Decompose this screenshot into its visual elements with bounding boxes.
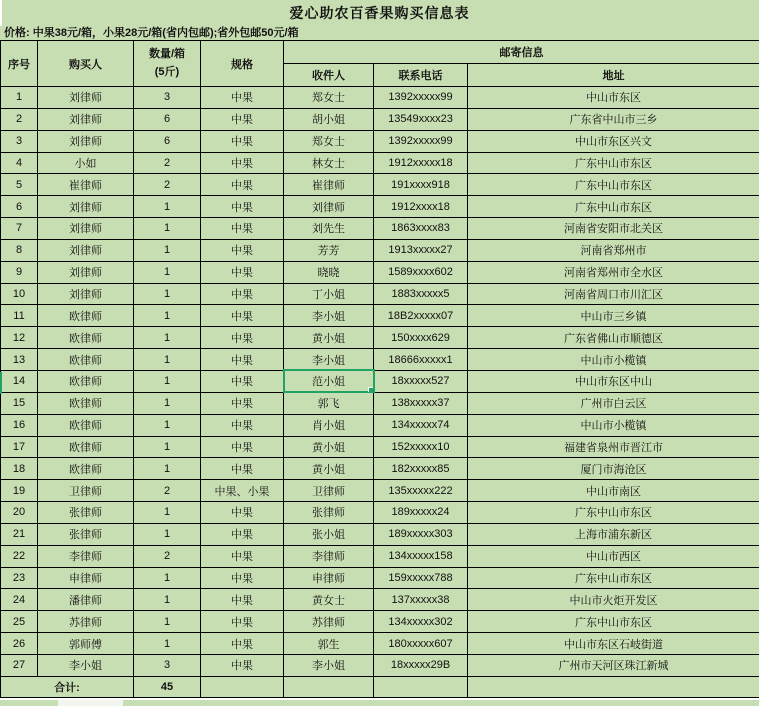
cell-buyer[interactable]: 欧律师 [38,392,134,414]
table-row [1,87,759,109]
cell-recipient[interactable]: 林女士 [284,152,374,174]
cell-buyer[interactable]: 刘律师 [38,283,134,305]
cell-phone[interactable]: 1392xxxxx99 [374,87,468,109]
cell-spec[interactable]: 中果 [201,567,284,589]
cell-quantity[interactable]: 6 [134,130,201,152]
cell-quantity[interactable]: 1 [134,196,201,218]
cell-phone[interactable]: 1863xxxx83 [374,218,468,240]
cell-index[interactable]: 13 [1,349,38,371]
cell-buyer[interactable]: 李律师 [38,545,134,567]
cell-phone[interactable]: 134xxxxx158 [374,545,468,567]
header-quantity[interactable] [134,41,201,87]
cell-recipient[interactable]: 郭生 [284,633,374,655]
cell-spec[interactable]: 中果 [201,239,284,261]
partial-next-row [0,700,759,706]
cell-address[interactable]: 河南省郑州市全水区 [468,261,759,283]
header-phone[interactable]: 联系电话 [374,64,468,87]
cell-buyer[interactable]: 张律师 [38,523,134,545]
cell-quantity[interactable]: 1 [134,283,201,305]
cell-recipient[interactable]: 刘律师 [284,196,374,218]
table-row [1,218,759,240]
cell-buyer[interactable]: 崔律师 [38,174,134,196]
table-row [1,305,759,327]
cell-quantity[interactable]: 1 [134,589,201,611]
cell-recipient[interactable]: 黄小姐 [284,436,374,458]
cell-buyer[interactable]: 欧律师 [38,327,134,349]
cell-address[interactable]: 广州市白云区 [468,392,759,414]
cell-quantity[interactable]: 3 [134,87,201,109]
total-empty-spec[interactable] [201,676,284,697]
cell-index[interactable]: 5 [1,174,38,196]
cell-spec[interactable]: 中果 [201,196,284,218]
cell-recipient[interactable]: 崔律师 [284,174,374,196]
cell-index[interactable]: 10 [1,283,38,305]
cell-recipient[interactable]: 肖小姐 [284,414,374,436]
header-index[interactable]: 序号 [1,41,38,87]
cell-spec[interactable]: 中果 [201,130,284,152]
cell-address[interactable]: 中山市小榄镇 [468,414,759,436]
cell-recipient[interactable]: 黄小姐 [284,327,374,349]
cell-buyer[interactable]: 小如 [38,152,134,174]
cell-index[interactable]: 20 [1,502,38,524]
table-row [1,130,759,152]
cell-quantity[interactable]: 1 [134,327,201,349]
table-row [1,502,759,524]
table-row [1,392,759,414]
cell-address[interactable]: 中山市东区石岐街道 [468,633,759,655]
table-row [1,611,759,633]
table-row [1,654,759,676]
cell-quantity[interactable]: 3 [134,654,201,676]
cell-quantity[interactable]: 1 [134,370,201,392]
cell-recipient[interactable]: 郭飞 [284,392,374,414]
cell-phone[interactable]: 150xxxx629 [374,327,468,349]
top-left-white-notch [0,0,2,26]
table-row [1,261,759,283]
cell-spec[interactable]: 中果 [201,305,284,327]
cell-recipient[interactable]: 郑女士 [284,130,374,152]
cell-phone[interactable]: 18B2xxxxx07 [374,305,468,327]
cell-address[interactable]: 广州市天河区珠江新城 [468,654,759,676]
cell-buyer[interactable]: 欧律师 [38,370,134,392]
cell-quantity[interactable]: 1 [134,261,201,283]
cell-spec[interactable]: 中果 [201,370,284,392]
cell-buyer[interactable]: 张律师 [38,502,134,524]
price-note[interactable]: 价格: 中果38元/箱，小果28元/箱(省内包邮);省外包邮50元/箱 [0,26,759,40]
cell-buyer[interactable]: 苏律师 [38,611,134,633]
cell-spec[interactable]: 中果 [201,458,284,480]
active-row-left-indicator [0,372,2,394]
sheet-title[interactable]: 爱心助农百香果购买信息表 [0,0,759,26]
cell-phone[interactable]: 138xxxxx37 [374,392,468,414]
cell-spec[interactable]: 中果 [201,108,284,130]
cell-recipient[interactable]: 胡小姐 [284,108,374,130]
cell-recipient[interactable]: 李小姐 [284,349,374,371]
cell-index[interactable]: 26 [1,633,38,655]
cell-quantity[interactable]: 1 [134,611,201,633]
table-row [1,239,759,261]
total-quantity[interactable]: 45 [134,676,201,697]
cell-spec[interactable]: 中果 [201,218,284,240]
table-row [1,436,759,458]
cell-address[interactable]: 中山市火炬开发区 [468,589,759,611]
cell-quantity[interactable]: 2 [134,545,201,567]
header-buyer[interactable]: 购买人 [38,41,134,87]
cell-spec[interactable]: 中果 [201,589,284,611]
cell-index[interactable]: 8 [1,239,38,261]
table-row [1,283,759,305]
cell-quantity[interactable]: 1 [134,633,201,655]
cell-recipient[interactable]: 晓晓 [284,261,374,283]
cell-index[interactable]: 15 [1,392,38,414]
cell-phone[interactable]: 137xxxxx38 [374,589,468,611]
total-empty-phone[interactable] [374,676,468,697]
cell-buyer[interactable]: 刘律师 [38,261,134,283]
cell-spec[interactable]: 中果 [201,283,284,305]
cell-buyer[interactable]: 申律师 [38,567,134,589]
cell-buyer[interactable]: 刘律师 [38,87,134,109]
cell-quantity[interactable]: 6 [134,108,201,130]
cell-buyer[interactable]: 刘律师 [38,196,134,218]
cell-index[interactable]: 9 [1,261,38,283]
cell-address[interactable]: 中山市东区中山 [468,370,759,392]
cell-spec[interactable]: 中果 [201,611,284,633]
cell-spec[interactable]: 中果 [201,414,284,436]
cell-spec[interactable]: 中果 [201,327,284,349]
table-body [1,87,759,677]
cell-spec[interactable]: 中果 [201,392,284,414]
cell-index[interactable]: 25 [1,611,38,633]
cell-recipient[interactable]: 卫律师 [284,480,374,502]
cell-recipient[interactable]: 郑女士 [284,87,374,109]
cell-address[interactable]: 福建省泉州市晋江市 [468,436,759,458]
cell-phone[interactable]: 135xxxxx222 [374,480,468,502]
cell-address[interactable]: 广东中山市东区 [468,567,759,589]
cell-index[interactable]: 16 [1,414,38,436]
cell-spec[interactable]: 中果 [201,523,284,545]
cell-phone[interactable]: 18xxxxx527 [374,370,468,392]
table-row [1,523,759,545]
cell-index[interactable]: 23 [1,567,38,589]
cell-phone[interactable]: 1913xxxxx27 [374,239,468,261]
cell-address[interactable]: 广东中山市东区 [468,502,759,524]
cell-spec[interactable]: 中果 [201,261,284,283]
cell-phone[interactable]: 191xxxx918 [374,174,468,196]
header-quantity-line1: 数量/箱 [148,47,186,60]
cell-recipient[interactable]: 李小姐 [284,305,374,327]
cell-quantity[interactable]: 1 [134,567,201,589]
cell-address[interactable]: 中山市南区 [468,480,759,502]
table-row [1,545,759,567]
cell-buyer[interactable]: 刘律师 [38,239,134,261]
cell-address[interactable]: 上海市浦东新区 [468,523,759,545]
cell-index[interactable]: 2 [1,108,38,130]
total-empty-recipient[interactable] [284,676,374,697]
cell-phone[interactable]: 189xxxxx24 [374,502,468,524]
cell-quantity[interactable]: 2 [134,174,201,196]
total-row [1,676,759,697]
cell-spec[interactable]: 中果 [201,174,284,196]
cell-spec[interactable]: 中果 [201,436,284,458]
cell-index[interactable]: 24 [1,589,38,611]
cell-quantity[interactable]: 1 [134,305,201,327]
cell-index[interactable]: 14 [1,370,38,392]
cell-recipient[interactable]: 李律师 [284,545,374,567]
header-recipient[interactable]: 收件人 [284,64,374,87]
cell-address[interactable]: 河南省周口市川汇区 [468,283,759,305]
cell-spec[interactable]: 中果 [201,152,284,174]
table-row [1,108,759,130]
cell-buyer[interactable]: 卫律师 [38,480,134,502]
cell-quantity[interactable]: 1 [134,458,201,480]
cell-quantity[interactable]: 1 [134,392,201,414]
cell-buyer[interactable]: 刘律师 [38,108,134,130]
cell-address[interactable]: 广东中山市东区 [468,152,759,174]
table-row [1,567,759,589]
table-row [1,196,759,218]
cell-phone[interactable]: 18xxxxx29B [374,654,468,676]
partial-next-row-white-cell [58,700,123,706]
cell-phone[interactable]: 13549xxxx23 [374,108,468,130]
cell-spec[interactable]: 中果 [201,545,284,567]
cell-address[interactable]: 中山市三乡镇 [468,305,759,327]
cell-address[interactable]: 广东省佛山市顺德区 [468,327,759,349]
table-row [1,458,759,480]
cell-recipient[interactable]: 黄小姐 [284,458,374,480]
cell-buyer[interactable]: 欧律师 [38,414,134,436]
cell-index[interactable]: 1 [1,87,38,109]
cell-spec[interactable]: 中果 [201,502,284,524]
table-row [1,589,759,611]
table-row [1,152,759,174]
cell-address[interactable]: 中山市东区兴文 [468,130,759,152]
cell-address[interactable]: 广东中山市东区 [468,196,759,218]
cell-spec[interactable]: 中果、小果 [201,480,284,502]
table-row [1,480,759,502]
total-label[interactable]: 合计: [1,676,134,697]
cell-phone[interactable]: 134xxxxx302 [374,611,468,633]
cell-index[interactable]: 17 [1,436,38,458]
cell-recipient[interactable]: 刘先生 [284,218,374,240]
cell-phone[interactable]: 1589xxxx602 [374,261,468,283]
table-row [1,370,759,392]
cell-address[interactable]: 河南省郑州市 [468,239,759,261]
table-row [1,414,759,436]
cell-address[interactable]: 中山市西区 [468,545,759,567]
cell-quantity[interactable]: 1 [134,349,201,371]
table-row [1,174,759,196]
cell-address[interactable]: 广东中山市东区 [468,611,759,633]
cell-buyer[interactable]: 欧律师 [38,349,134,371]
header-spec[interactable]: 规格 [201,41,284,87]
cell-index[interactable]: 21 [1,523,38,545]
cell-address[interactable]: 河南省安阳市北关区 [468,218,759,240]
cell-phone[interactable]: 1912xxxx18 [374,196,468,218]
cell-quantity[interactable]: 1 [134,239,201,261]
cell-buyer[interactable]: 郭师傅 [38,633,134,655]
cell-phone[interactable]: 180xxxxx607 [374,633,468,655]
cell-buyer[interactable]: 欧律师 [38,305,134,327]
table-header [1,41,759,87]
purchase-table [0,40,759,698]
cell-recipient[interactable]: 申律师 [284,567,374,589]
header-address[interactable]: 地址 [468,64,759,87]
cell-recipient[interactable]: 丁小姐 [284,283,374,305]
cell-quantity[interactable]: 1 [134,218,201,240]
cell-phone[interactable]: 152xxxxx10 [374,436,468,458]
cell-phone[interactable]: 189xxxxx303 [374,523,468,545]
cell-buyer[interactable]: 李小姐 [38,654,134,676]
header-mailing-group[interactable]: 邮寄信息 [284,41,759,64]
cell-quantity[interactable]: 2 [134,152,201,174]
cell-index[interactable]: 12 [1,327,38,349]
cell-recipient[interactable]: 黄女士 [284,589,374,611]
cell-quantity[interactable]: 1 [134,414,201,436]
cell-index[interactable]: 7 [1,218,38,240]
cell-index[interactable]: 19 [1,480,38,502]
cell-index[interactable]: 3 [1,130,38,152]
cell-address[interactable]: 中山市东区 [468,87,759,109]
table-row [1,349,759,371]
table-row [1,327,759,349]
cell-recipient[interactable]: 芳芳 [284,239,374,261]
cell-index[interactable]: 6 [1,196,38,218]
cell-phone[interactable]: 134xxxxx74 [374,414,468,436]
cell-phone[interactable]: 182xxxxx85 [374,458,468,480]
cell-phone[interactable]: 159xxxxx788 [374,567,468,589]
header-quantity-line2: (5斤) [154,65,180,78]
cell-index[interactable]: 22 [1,545,38,567]
cell-buyer[interactable]: 欧律师 [38,458,134,480]
cell-index[interactable]: 4 [1,152,38,174]
cell-index[interactable]: 18 [1,458,38,480]
cell-recipient[interactable]: 张律师 [284,502,374,524]
cell-buyer[interactable]: 潘律师 [38,589,134,611]
cell-quantity[interactable]: 2 [134,480,201,502]
cell-index[interactable]: 27 [1,654,38,676]
cell-address[interactable]: 厦门市海沧区 [468,458,759,480]
cell-index[interactable]: 11 [1,305,38,327]
cell-recipient[interactable]: 苏律师 [284,611,374,633]
cell-quantity[interactable]: 1 [134,502,201,524]
cell-quantity[interactable]: 1 [134,523,201,545]
cell-phone[interactable]: 1883xxxxx5 [374,283,468,305]
cell-recipient[interactable]: 李小姐 [284,654,374,676]
cell-spec[interactable]: 中果 [201,349,284,371]
cell-address[interactable]: 广东省中山市三乡 [468,108,759,130]
total-empty-address[interactable] [468,676,759,697]
cell-address[interactable]: 广东中山市东区 [468,174,759,196]
cell-buyer[interactable]: 刘律师 [38,130,134,152]
cell-phone[interactable]: 18666xxxxx1 [374,349,468,371]
cell-spec[interactable]: 中果 [201,633,284,655]
cell-recipient[interactable]: 张小姐 [284,523,374,545]
table-row [1,633,759,655]
cell-buyer[interactable]: 欧律师 [38,436,134,458]
cell-phone[interactable]: 1392xxxxx99 [374,130,468,152]
cell-spec[interactable]: 中果 [201,87,284,109]
cell-spec[interactable]: 中果 [201,654,284,676]
cell-buyer[interactable]: 刘律师 [38,218,134,240]
cell-phone[interactable]: 1912xxxxx18 [374,152,468,174]
cell-quantity[interactable]: 1 [134,436,201,458]
selected-cell[interactable]: 范小姐 [284,370,374,392]
cell-address[interactable]: 中山市小榄镇 [468,349,759,371]
